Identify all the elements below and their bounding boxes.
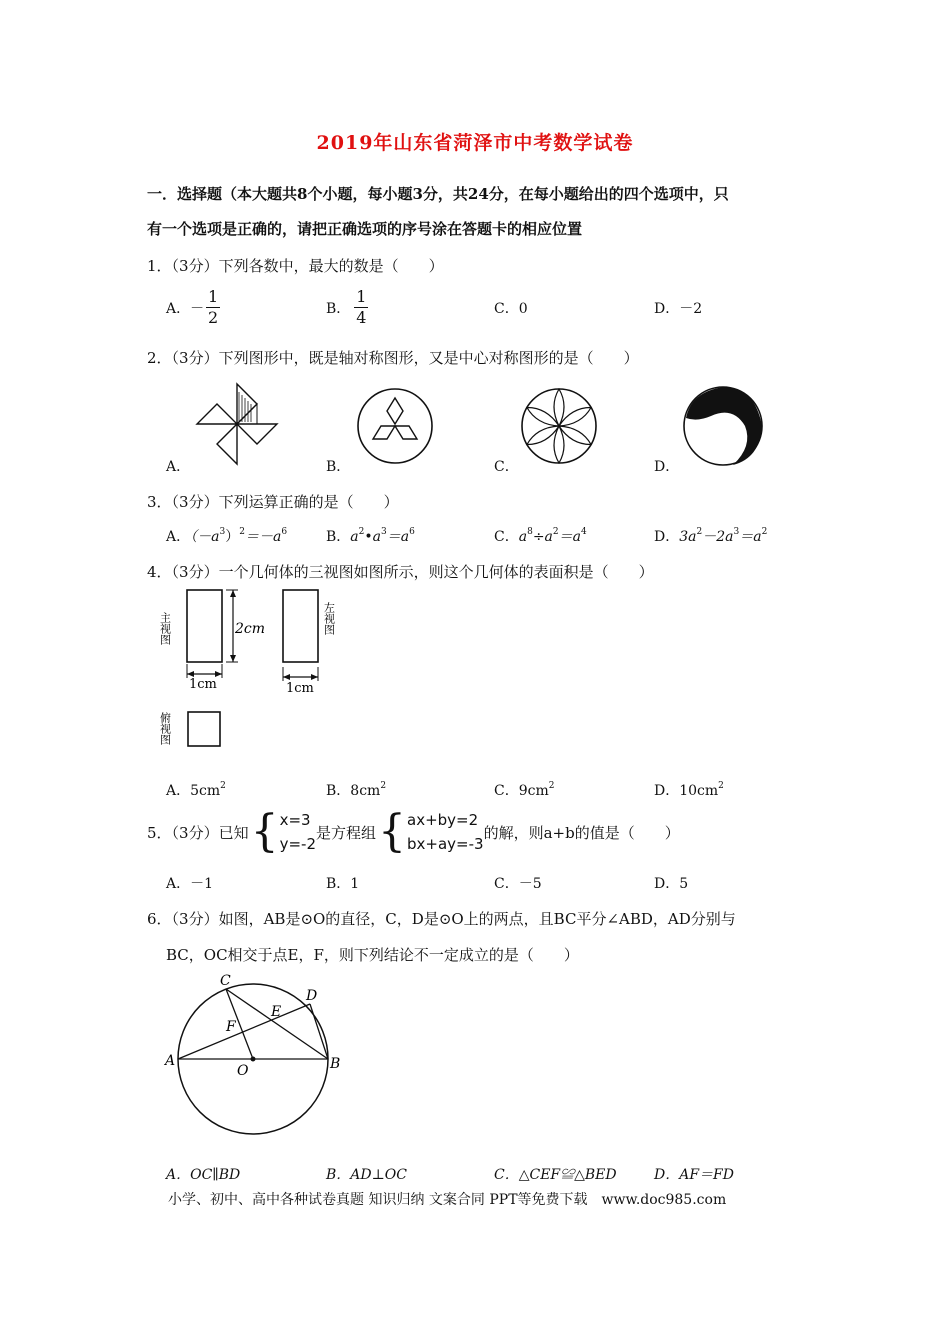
q3-d-exp3: 2 xyxy=(761,527,768,537)
q4-a-text: A．5cm xyxy=(166,783,221,799)
top-view-label: 俯视图 xyxy=(158,712,172,745)
yin-yang-figure xyxy=(681,384,765,468)
three-view-figure xyxy=(160,582,360,762)
q5-option-c: C．－5 xyxy=(494,876,542,892)
q4-b-text: B．8cm xyxy=(326,783,381,799)
q1-b-label: B． xyxy=(326,300,351,317)
q3-d-part3: ＝a xyxy=(739,529,762,545)
front-view-label: 主视图 xyxy=(158,612,172,645)
q1-option-a xyxy=(166,288,220,327)
section-heading-line2: 有一个选项是正确的，请把正确选项的序号涂在答题卡的相应位置 xyxy=(147,220,583,238)
q3-c-exp1: 8 xyxy=(527,527,533,537)
q2-stem: 2．（3分）下列图形中，既是轴对称图形，又是中心对称图形的是（ ） xyxy=(147,349,639,367)
point-label-b: B xyxy=(330,1056,341,1072)
dim-height-label: 2cm xyxy=(235,621,266,637)
q3-option-a xyxy=(166,526,287,546)
q3-option-c xyxy=(494,526,587,546)
point-label-e: E xyxy=(271,1004,282,1020)
q3-a-exp3: 6 xyxy=(281,527,288,537)
q5-option-a: A．－1 xyxy=(166,876,214,892)
q3-stem: 3．（3分）下列运算正确的是（ ） xyxy=(147,493,399,511)
q6-option-a: A．OC∥BD xyxy=(166,1167,241,1183)
q5-system-2 xyxy=(407,808,484,856)
q4-d-text: D．10cm xyxy=(654,783,719,799)
q3-a-exp1: 3 xyxy=(219,527,226,537)
q3-c-exp2: 2 xyxy=(552,527,559,537)
q5-sys2-line2: bx+ay=-3 xyxy=(407,835,484,853)
q3-b-part1: a xyxy=(350,529,359,545)
q4-option-d xyxy=(654,780,724,800)
q3-b-label: B． xyxy=(326,529,351,545)
footer-note: 小学、初中、高中各种试卷真题 知识归纳 文案合同 PPT等免费下载 www.doc985.com xyxy=(168,1192,727,1208)
q3-d-exp1: 2 xyxy=(696,527,703,537)
center-point-o xyxy=(251,1057,256,1062)
q1-option-d: D．－2 xyxy=(654,301,703,317)
q3-c-exp3: 4 xyxy=(580,527,587,537)
q3-option-d xyxy=(654,526,767,546)
q3-d-part1: 3a xyxy=(679,529,697,545)
q6-option-b: B．AD⊥OC xyxy=(326,1167,407,1183)
q1-a-sign: － xyxy=(190,300,205,317)
q5-option-b: B．1 xyxy=(326,876,360,892)
q3-c-part1: a xyxy=(518,529,528,545)
point-label-c: C xyxy=(220,973,231,989)
chord-ad xyxy=(178,1004,310,1059)
pinwheel-figure xyxy=(195,382,279,466)
point-label-d: D xyxy=(306,988,318,1004)
q2-option-d-label: D． xyxy=(654,459,680,475)
q1-b-denominator: 4 xyxy=(356,308,367,327)
q3-d-label: D． xyxy=(654,529,680,545)
q4-option-c xyxy=(494,780,554,800)
q1-a-denominator: 2 xyxy=(208,308,219,327)
q3-b-part2: •a xyxy=(364,529,381,545)
q6-stem-line2: BC，OC相交于点E，F，则下列结论不一定成立的是（ ） xyxy=(166,946,579,964)
left-view-rect xyxy=(283,590,318,662)
q4-c-exp: 2 xyxy=(548,781,555,791)
q2-option-b-label: B． xyxy=(326,459,351,475)
q5-stem-post: 的解，则a+b的值是（ ） xyxy=(483,823,680,842)
q3-a-exp2: 2 xyxy=(239,527,245,537)
q5-sys2-line1: ax+by=2 xyxy=(407,811,479,829)
q4-b-exp: 2 xyxy=(380,781,387,791)
q3-b-exp1: 2 xyxy=(358,527,365,537)
q1-a-numerator: 1 xyxy=(208,287,219,306)
q4-option-a xyxy=(166,780,226,800)
q3-c-part3: ＝a xyxy=(558,529,581,545)
q3-a-part1: （－a xyxy=(190,529,220,545)
q3-b-exp3: 6 xyxy=(409,527,415,537)
section-heading-line1: 一．选择题（本大题共8个小题，每小题3分，共24分，在每小题给出的四个选项中，只 xyxy=(147,185,729,203)
dim-width-left-label: 1cm xyxy=(286,681,314,696)
point-label-f: F xyxy=(226,1019,236,1035)
q3-c-part2: ÷a xyxy=(532,529,553,545)
q6-stem-line1: 6．（3分）如图，AB是⊙O的直径，C，D是⊙O上的两点，且BC平分∠ABD，AD分别与 xyxy=(147,910,736,928)
point-label-a: A xyxy=(165,1053,176,1069)
q1-stem: 1．（3分）下列各数中，最大的数是（ ） xyxy=(147,257,444,275)
q1-b-fraction xyxy=(354,288,368,327)
q2-option-c-label: C． xyxy=(494,459,519,475)
q3-d-exp2: 3 xyxy=(733,527,740,537)
q2-option-a-label: A． xyxy=(166,459,191,475)
q1-option-c: C．0 xyxy=(494,301,528,317)
q5-option-d: D．5 xyxy=(654,876,689,892)
q5-stem-mid: 是方程组 xyxy=(316,823,377,842)
q5-stem: 5．（3分）已知 { x=3 y=-2 是方程组 { ax+by=2 bx+ay=-3 的解，则a+b的值是（ ） xyxy=(147,806,680,857)
q5-system-1 xyxy=(280,808,316,856)
front-view-rect xyxy=(187,590,222,662)
q3-a-part3: ＝－a xyxy=(244,529,282,545)
q3-a-label: A． xyxy=(166,529,191,545)
q1-option-b xyxy=(326,288,368,327)
q1-b-numerator: 1 xyxy=(356,287,367,306)
left-view-label: 左视图 xyxy=(322,602,336,635)
flower-figure xyxy=(519,386,599,466)
three-diamond-figure xyxy=(355,386,435,466)
q6-option-c: C．△CEF≌△BED xyxy=(494,1167,617,1183)
q4-option-b xyxy=(326,780,386,800)
q3-option-b xyxy=(326,526,415,546)
page-title: 2019年山东省菏泽市中考数学试卷 xyxy=(316,132,634,154)
chord-db xyxy=(310,1004,328,1059)
q4-c-text: C．9cm xyxy=(494,783,549,799)
q4-d-exp: 2 xyxy=(718,781,724,791)
circle-geometry-figure xyxy=(160,968,350,1148)
q4-a-exp: 2 xyxy=(220,781,226,791)
q3-c-label: C． xyxy=(494,529,519,545)
q5-sys1-line1: x=3 xyxy=(279,811,311,829)
q4-stem: 4．（3分）一个几何体的三视图如图所示，则这个几何体的表面积是（ ） xyxy=(147,563,654,581)
q1-a-fraction xyxy=(206,288,220,327)
q6-option-d: D．AF＝FD xyxy=(654,1167,734,1183)
q5-sys1-line2: y=-2 xyxy=(279,835,316,853)
q5-stem-pre: 5．（3分）已知 xyxy=(147,823,249,842)
top-view-rect xyxy=(188,712,220,746)
q3-a-part2: ） xyxy=(225,529,240,545)
q3-b-exp2: 3 xyxy=(381,527,387,537)
dim-width-front-label: 1cm xyxy=(189,677,217,692)
q3-b-part3: ＝a xyxy=(386,529,410,545)
q3-d-part2: －2a xyxy=(702,529,734,545)
q1-a-label: A． xyxy=(166,300,191,317)
point-label-o: O xyxy=(237,1063,249,1079)
